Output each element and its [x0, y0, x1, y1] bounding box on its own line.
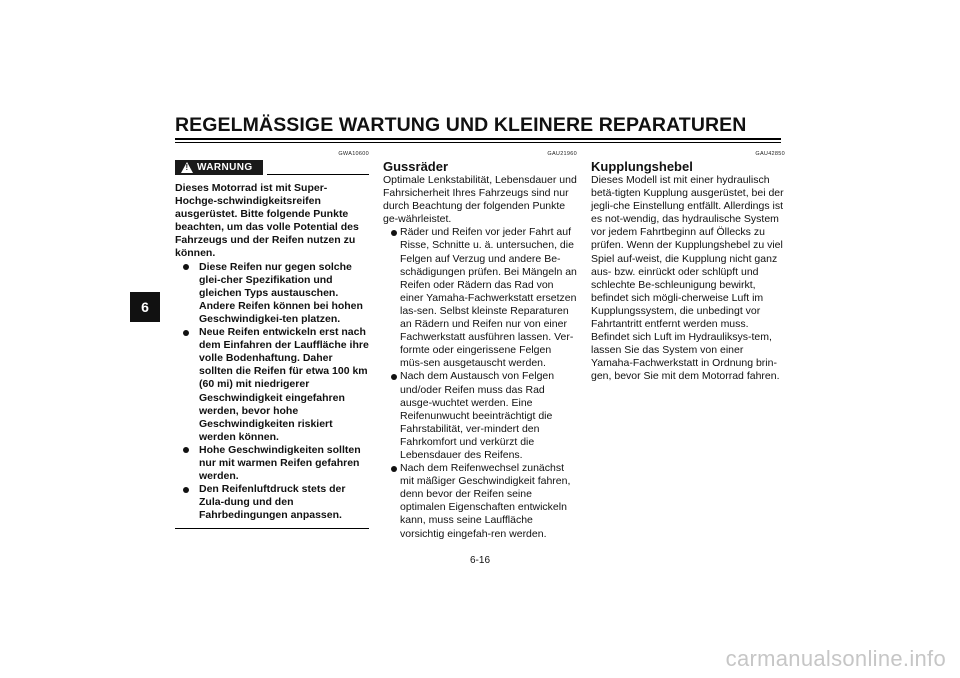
list-item: Nach dem Austausch von Felgen und/oder Reifen muss das Rad ausge-wuchtet werden. Eine Reifenunwucht beeinträchtigt die Fahrstabilität, ver-mindert den Fahrkomfort und verkürzt die Lebensdauer des Reifens. — [383, 370, 577, 462]
gussraeder-section — [383, 150, 577, 541]
warning-bullets — [183, 261, 369, 523]
page-title: REGELMÄSSIGE WARTUNG UND KLEINERE REPARATUREN — [175, 114, 747, 136]
list-item: Den Reifenluftdruck stets der Zula-dung und den Fahrbedingungen anpassen. — [183, 483, 369, 522]
list-item: Neue Reifen entwickeln erst nach dem Einfahren der Lauffläche ihre volle Bodenhaftung. Daher sollten die Reifen für etwa 100 km (60 mi) mit niedrigerer Geschwindigkeit eingefahren werden, bevor hohe Geschwindigkeiten riskiert werden können. — [183, 326, 369, 444]
header-rule-thin — [175, 142, 781, 143]
section-title: Kupplungshebel — [591, 159, 693, 174]
section-bullets — [383, 226, 577, 540]
section-title: Gussräder — [383, 159, 449, 174]
warning-label: WARNUNG — [197, 162, 253, 173]
warning-intro: Dieses Motorrad ist mit Super-Hochge-schwindigkeitsreifen ausgerüstet. Bitte folgende Punkte beachten, um das volle Potential des Fahrzeugs und der Reifen nutzen zu können. — [175, 182, 359, 260]
warning-rule — [267, 174, 369, 175]
list-item: Diese Reifen nur gegen solche glei-cher Spezifikation und gleichen Typs austauschen. Andere Reifen können bei hohen Geschwindigkei-ten platzen. — [183, 261, 369, 326]
warning-end-rule — [175, 528, 369, 529]
warning-column — [175, 150, 369, 529]
section-code: GAU21960 — [547, 151, 577, 157]
warning-triangle-icon: ! — [181, 162, 193, 173]
section-body — [383, 174, 577, 541]
warning-header — [175, 160, 369, 176]
chapter-tab: 6 — [130, 292, 160, 322]
list-item: Hohe Geschwindigkeiten sollten nur mit warmen Reifen gefahren werden. — [183, 444, 369, 483]
header-rule — [175, 138, 781, 140]
watermark: carmanualsonline.info — [725, 646, 946, 671]
kupplungshebel-section — [591, 150, 785, 384]
list-item: Räder und Reifen vor jeder Fahrt auf Risse, Schnitte u. ä. untersuchen, die Felgen auf Verzug und andere Be-schädigungen prüfen. Bei Mängeln an Reifen oder Rädern das Rad von einer Yamaha-Fachwerkstatt ersetzen las-sen. Selbst kleinste Reparaturen an Rädern und Reifen nur von einer Fachwerkstatt ausführen lassen. Ver-formte oder eingerissene Felgen müs-sen ausgetauscht werden. — [383, 226, 577, 370]
section-text: Dieses Modell ist mit einer hydraulisch betä-tigten Kupplung ausgerüstet, bei der jegli-che Einstellung entfällt. Allerdings ist es not-wendig, das hydraulische System vor jedem Fahrtbeginn auf Öllecks zu prüfen. Wenn der Kupplungshebel zu viel Spiel auf-weist, die Kupplung nicht ganz aus- bzw. einrückt oder schlüpft und schlechte Be-schleunigung bewirkt, befindet sich mögli-cherweise Luft im Kupplungssystem, die unbedingt vor Fahrtantritt entfernt werden muss. Befindet sich Luft im Hydrauliksys-tem, lassen Sie das System von einer Yamaha-Fachwerkstatt in Ordnung brin-gen, bevor Sie mit dem Motorrad fahren. — [591, 174, 784, 383]
section-intro: Optimale Lenkstabilität, Lebensdauer und Fahrsicherheit Ihres Fahrzeugs sind nur durch Beachtung der folgenden Punkte ge-währleistet. — [383, 174, 577, 226]
warning-code: GWA10600 — [338, 151, 369, 157]
section-code: GAU42850 — [755, 151, 785, 157]
warning-text — [175, 182, 369, 522]
page-number: 6-16 — [469, 555, 490, 566]
list-item: Nach dem Reifenwechsel zunächst mit mäßiger Geschwindigkeit fahren, denn bevor der Reifen seine optimalen Eigenschaften entwickeln kann, muss seine Lauffläche vorsichtig eingefah-ren werden. — [383, 462, 577, 541]
warning-badge — [175, 160, 263, 175]
section-body — [591, 174, 785, 384]
